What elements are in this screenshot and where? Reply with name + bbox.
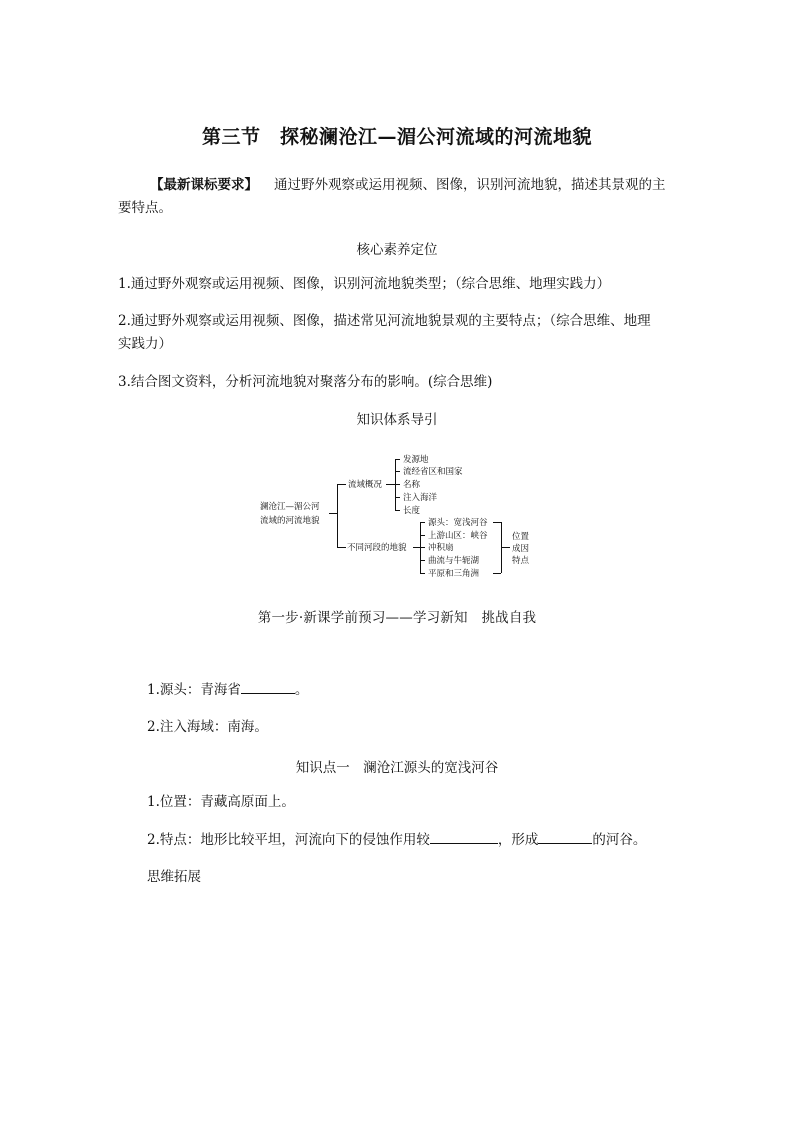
diagram-overview-item-3: 名称 xyxy=(403,480,421,490)
step-one-heading: 第一步·新课学前预习——学习新知 挑战自我 xyxy=(257,610,537,626)
diagram-overview-item-1: 发源地 xyxy=(403,455,429,465)
requirement-label: 【最新课标要求】 xyxy=(150,177,258,193)
core-item-2-line-2: 实践力） xyxy=(118,336,172,352)
preview-item-2: 2.注入海域：南海。 xyxy=(147,719,268,735)
diagram-root-line-2: 流域的河流地貌 xyxy=(260,516,320,526)
diagram-overview-item-5: 长度 xyxy=(403,506,421,516)
knowledge-guide-heading: 知识体系导引 xyxy=(356,412,438,428)
core-item-2-line-1: 2.通过野外观察或运用视频、图像，描述常见河流地貌景观的主要特点；（综合思维、地理 xyxy=(118,313,651,329)
diagram-root-line-1: 澜沧江—湄公河 xyxy=(260,502,320,512)
diagram-landform-item-2: 上游山区：峡谷 xyxy=(428,531,488,541)
knowledge-point-1-item-1: 1.位置：青藏高原面上。 xyxy=(147,794,295,810)
requirement-line-2: 要特点。 xyxy=(118,200,172,216)
answer-blank-erosion[interactable] xyxy=(430,829,498,844)
answer-blank-source[interactable] xyxy=(241,679,295,694)
diagram-side-features: 特点 xyxy=(512,556,530,566)
diagram-landform-item-4: 曲流与牛轭湖 xyxy=(428,556,480,566)
diagram-overview-item-2: 流经省区和国家 xyxy=(403,467,463,477)
core-item-1: 1.通过野外观察或运用视频、图像，识别河流地貌类型；（综合思维、地理实践力） xyxy=(118,276,611,292)
requirement-line-1 xyxy=(150,174,666,196)
diagram-landform-item-3: 冲积扇 xyxy=(428,543,454,553)
diagram-landform-item-5: 平原和三角洲 xyxy=(428,569,480,579)
requirement-text: 通过野外观察或运用视频、图像，识别河流地貌，描述其景观的主 xyxy=(274,177,666,193)
diagram-side-location: 位置 xyxy=(512,532,530,542)
thinking-extension-label: 思维拓展 xyxy=(147,869,201,885)
knowledge-point-1-item-2: 2.特点：地形比较平坦，河流向下的侵蚀作用较 ，形成 的河谷。 xyxy=(147,829,646,851)
diagram-overview-item-4: 注入海洋 xyxy=(403,493,438,503)
diagram-branch-landforms: 不同河段的地貌 xyxy=(347,543,407,553)
answer-blank-valley[interactable] xyxy=(538,829,592,844)
page-title: 第三节 探秘澜沧江—湄公河流域的河流地貌 xyxy=(201,126,592,148)
diagram-landform-item-1: 源头：宽浅河谷 xyxy=(428,518,488,528)
diagram-side-cause: 成因 xyxy=(512,544,530,554)
core-literacy-heading: 核心素养定位 xyxy=(356,242,438,258)
knowledge-point-1-heading: 知识点一 澜沧江源头的宽浅河谷 xyxy=(295,760,499,776)
diagram-branch-overview: 流域概况 xyxy=(348,480,383,490)
preview-item-1: 1.源头：青海省 。 xyxy=(147,679,308,701)
core-item-3: 3.结合图文资料，分析河流地貌对聚落分布的影响。(综合思维) xyxy=(118,374,493,390)
